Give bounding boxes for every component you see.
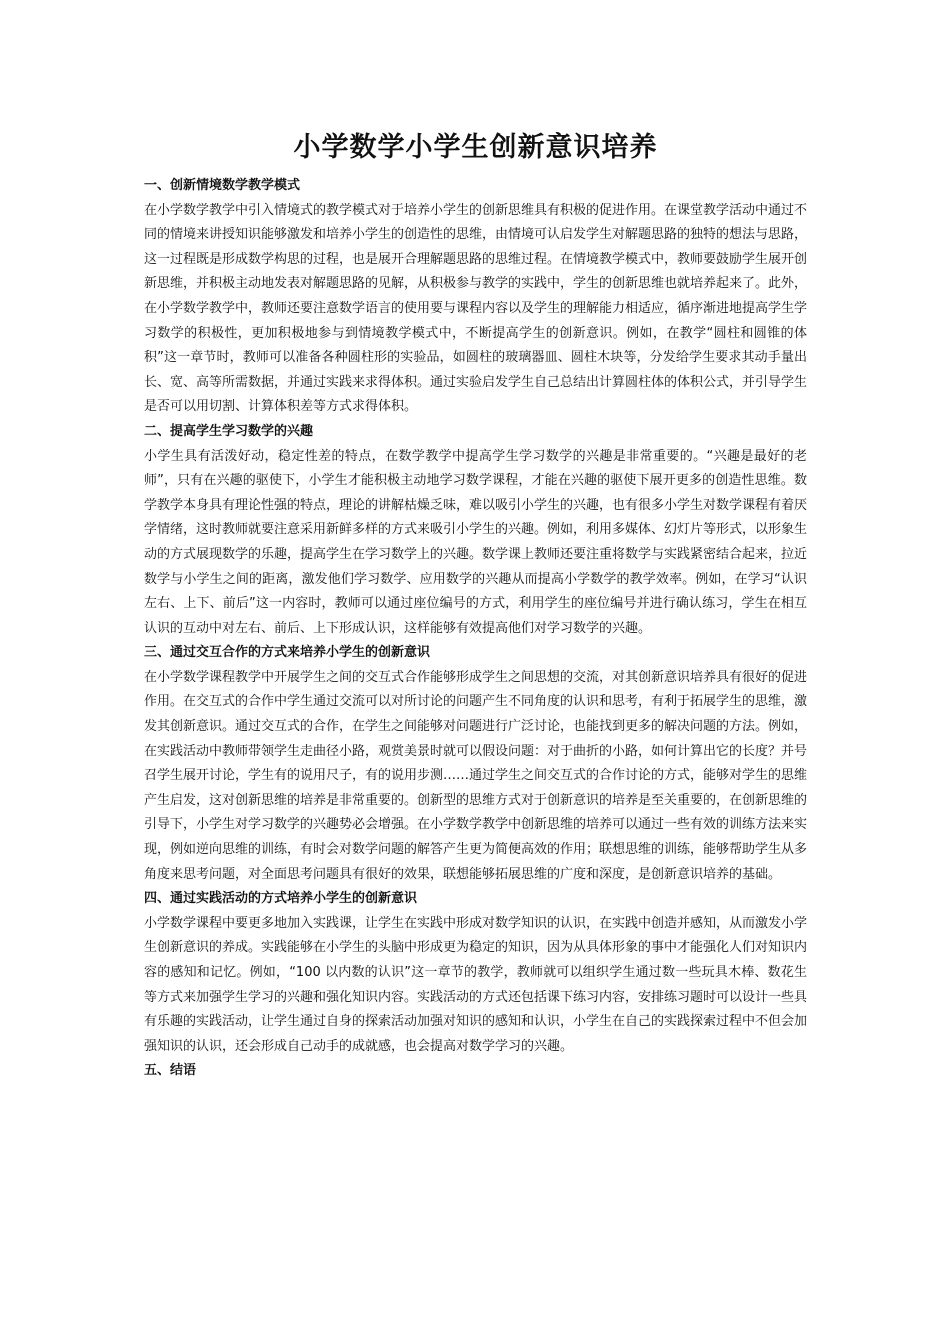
section-heading-2: 二、提高学生学习数学的兴趣	[144, 423, 314, 439]
document-page	[144, 128, 807, 1084]
section-body-2: 小学生具有活泼好动，稳定性差的特点，在数学教学中提高学生学习数学的兴趣是非常重要的。“兴趣是最好的老师”，只有在兴趣的驱使下，小学生才能积极主动地学习数学课程，才能在兴趣的驱使下展开更多的创造性思维。数学教学本身具有理论性强的特点，理论的讲解枯燥乏味，难以吸引小学生的兴趣，也有很多小学生对数学课程有着厌学情绪，这时教师就要注意采用新鲜多样的方式来吸引小学生的兴趣。例如，利用多媒体、幻灯片等形式，以形象生动的方式展现数学的乐趣，提高学生在学习数学上的兴趣。数学课上教师还要注重将数学与实践紧密结合起来，拉近数学与小学生之间的距离，激发他们学习数学、应用数学的兴趣从而提高小学数学的教学效率。例如，在学习“认识左右、上下、前后”这一内容时，教师可以通过座位编号的方式，利用学生的座位编号并进行确认练习，学生在相互认识的互动中对左右、前后、上下形成认识，这样能够有效提高他们对学习数学的兴趣。	[144, 448, 808, 636]
document-title: 小学数学小学生创新意识培养	[293, 132, 658, 163]
section-body-1: 在小学数学教学中引入情境式的教学模式对于培养小学生的创新思维具有积极的促进作用。在课堂教学活动中通过不同的情境来讲授知识能够激发和培养小学生的创造性的思维，由情境可认启发学生对解题思路的独特的想法与思路，这一过程既是形成数学构思的过程，也是展开合理解题思路的思维过程。在情境教学模式中，教师要鼓励学生展开创新思维，并积极主动地发表对解题思路的见解，从积极参与教学的实践中，学生的创新思维也就培养起来了。此外，在小学数学教学中，教师还要注意数学语言的使用要与课程内容以及学生的理解能力相适应，循序渐进地提高学生学习数学的积极性，更加积极地参与到情境教学模式中，不断提高学生的创新意识。例如，在教学“圆柱和圆锥的体积”这一章节时，教师可以准备各种圆柱形的实验品，如圆柱的玻璃器皿、圆柱木块等，分发给学生要求其动手量出长、宽、高等所需数据，并通过实践来求得体积。通过实验启发学生自己总结出计算圆柱体的体积公式，并引导学生是否可以用切割、计算体积差等方式求得体积。	[144, 202, 808, 415]
section-heading-4: 四、通过实践活动的方式培养小学生的创新意识	[144, 891, 418, 907]
section-heading-3: 三、通过交互合作的方式来培养小学生的创新意识	[144, 645, 431, 661]
section-heading-1: 一、创新情境数学教学模式	[144, 178, 301, 193]
section-body-4: 小学数学课程中要更多地加入实践课，让学生在实践中形成对数学知识的认识，在实践中创造并感知，从而激发小学生创新意识的养成。实践能够在小学生的头脑中形成更为稳定的知识，因为从具体形象的事中才能强化人们对知识内容的感知和记忆。例如，“100 以内数的认识”这一章节的教学，教师就可以组织学生通过数一些玩具木棒、数花生等方式来加强学生学习的兴趣和强化知识内容。实践活动的方式还包括课下练习内容，安排练习题时可以设计一些具有乐趣的实践活动，让学生通过自身的探索活动加强对知识的感知和认识，小学生在自己的实践探索过程中不但会加强知识的认识，还会形成自己动手的成就感，也会提高对数学学习的兴趣。	[144, 915, 808, 1054]
section-heading-5: 五、结语	[144, 1063, 197, 1079]
section-body-3: 在小学数学课程教学中开展学生之间的交互式合作能够形成学生之间思想的交流，对其创新意识培养具有很好的促进作用。在交互式的合作中学生通过交流可以对所讨论的问题产生不同角度的认识和思考，有利于拓展学生的思维，激发其创新意识。通过交互式的合作，在学生之间能够对问题进行广泛讨论，也能找到更多的解决问题的方法。例如，在实践活动中教师带领学生走曲径小路，观赏美景时就可以假设问题：对于曲折的小路，如何计算出它的长度？并号召学生展开讨论，学生有的说用尺子，有的说用步测……通过学生之间交互式的合作讨论的方式，能够对学生的思维产生启发，这对创新思维的培养是非常重要的。创新型的思维方式对于创新意识的培养是至关重要的，在创新思维的引导下，小学生对学习数学的兴趣势必会增强。在小学数学教学中创新思维的培养可以通过一些有效的训练方法来实现，例如逆向思维的训练，有时会对数学问题的解答产生更为简便高效的作用；联想思维的训练，能够帮助学生从多角度来思考问题，对全面思考问题具有很好的效果，联想能够拓展思维的广度和深度，是创新意识培养的基础。	[144, 669, 808, 882]
